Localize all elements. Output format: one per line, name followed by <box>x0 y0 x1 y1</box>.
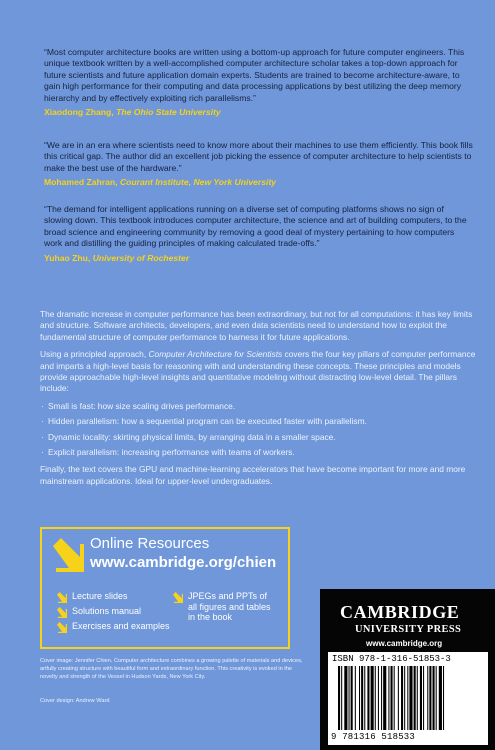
endorser-name: Xiaodong Zhang, <box>44 107 114 118</box>
endorsement-3 <box>44 204 474 263</box>
endorsement-attribution <box>44 177 474 187</box>
endorsement-attribution <box>44 107 474 117</box>
barcode-digits: 9 781316 518533 <box>331 732 416 742</box>
cover-image-credit: Cover image: Jennifer Chien. Computer architecture combines a growing palette of materials and devices, artfully creating structure with beautiful form and extraordinary function. This creativity is evoked in the novelty and strength of the Vessel in Hudson Yards, New York City. <box>40 658 303 680</box>
resource-item <box>72 621 170 632</box>
endorsement-quote: “The demand for intelligent applications running on a diverse set of computing platforms shows no sign of slowing down. This textbook introduces computer architecture, the science and art of building computers, to the broad science and engineering community by removing a good deal of mystery pertaining to how computers work and distilling the guiding principles of making calculated trade-offs.” <box>44 204 467 249</box>
list-item: · Explicit parallelism: increasing performance with teams of workers. <box>40 447 480 458</box>
isbn-number: ISBN 978-1-316-51853-3 <box>332 654 451 664</box>
online-resources-box <box>40 527 290 649</box>
resource-item <box>72 591 128 602</box>
endorser-name: Yuhao Zhu, <box>44 252 91 263</box>
pillars-list <box>40 401 480 459</box>
arrow-icon <box>50 538 84 572</box>
endorser-name: Mohamed Zahran, <box>44 177 118 188</box>
resource-label: all figures and tables <box>188 601 271 612</box>
description-paragraph-2 <box>40 349 480 395</box>
description-paragraph-1: The dramatic increase in computer performance has been extraordinary, but not for all computations: it has key limits and structure. Software architects, developers, and even data scientists need to understand how to exploit the fundamental structure of computer performance to harness it for future applications. <box>40 309 473 342</box>
endorsement-2 <box>44 140 474 187</box>
arrow-icon <box>56 622 67 633</box>
list-item: · Small is fast: how size scaling drives performance. <box>40 401 480 412</box>
book-description <box>40 309 480 493</box>
list-item: · Hidden parallelism: how a sequential program can be executed faster with parallelism. <box>40 416 480 427</box>
cover-design-credit: Cover design: Andrew Ward <box>40 698 110 704</box>
resource-label: Exercises and examples <box>72 621 170 631</box>
online-resources-title: Online Resources <box>90 535 210 552</box>
list-item: · Dynamic locality: skirting physical limits, by arranging data in a smaller space. <box>40 432 480 443</box>
resource-item <box>72 606 141 617</box>
barcode-icon <box>334 666 484 730</box>
description-text: Using a principled approach, <box>40 349 149 360</box>
description-text: covers the four key pillars of computer performance and imparts a high-level basis for reasoning with and understanding these concepts. These principles and models provide approachable high-level insights and quantitative modeling without distracting low-level detail. The pillars include: <box>40 349 476 394</box>
arrow-icon <box>172 592 183 603</box>
resource-item <box>188 591 271 623</box>
arrow-icon <box>56 592 67 603</box>
publisher-block <box>320 589 495 750</box>
publisher-url[interactable]: www.cambridge.org <box>366 639 443 648</box>
barcode-panel <box>328 652 488 745</box>
resource-label: Lecture slides <box>72 591 128 601</box>
endorser-affiliation: Courant Institute, New York University <box>119 177 277 188</box>
publisher-name: CAMBRIDGE <box>340 602 460 622</box>
arrow-icon <box>56 607 67 618</box>
online-resources-url[interactable]: www.cambridge.org/chien <box>90 554 277 571</box>
book-title: Computer Architecture for Scientists <box>148 349 283 360</box>
endorsement-quote: “We are in an era where scientists need to know more about their machines to use them efficiently. This book fills this critical gap. The author did an excellent job picking the essence of computer architecture to help scientists to make the best use of the hardware.” <box>44 140 473 173</box>
endorser-affiliation: University of Rochester <box>92 252 190 263</box>
endorsement-quote: “Most computer architecture books are written using a bottom-up approach for future computer engineers. This unique textbook written by a well-accomplished computer architecture scholar takes a top-down approach for future scientists and future application domain experts. Students are trained to become architecture-aware, to gain high performance for their computing and data processing applications by best utilizing the deep memory hierarchy and by effectively exploiting rich parallelisms.” <box>44 47 465 103</box>
endorsement-1 <box>44 47 474 117</box>
endorsement-attribution <box>44 253 474 263</box>
publisher-subtitle: UNIVERSITY PRESS <box>355 624 462 635</box>
endorser-affiliation: The Ohio State University <box>116 107 221 118</box>
resource-label: JPEGs and PPTs of <box>188 591 268 601</box>
resource-label: Solutions manual <box>72 606 142 616</box>
resource-label: in the book <box>188 612 233 622</box>
description-paragraph-3: Finally, the text covers the GPU and machine-learning accelerators that have become important for more and more mainstream applications. Ideal for upper-level undergraduates. <box>40 464 466 486</box>
